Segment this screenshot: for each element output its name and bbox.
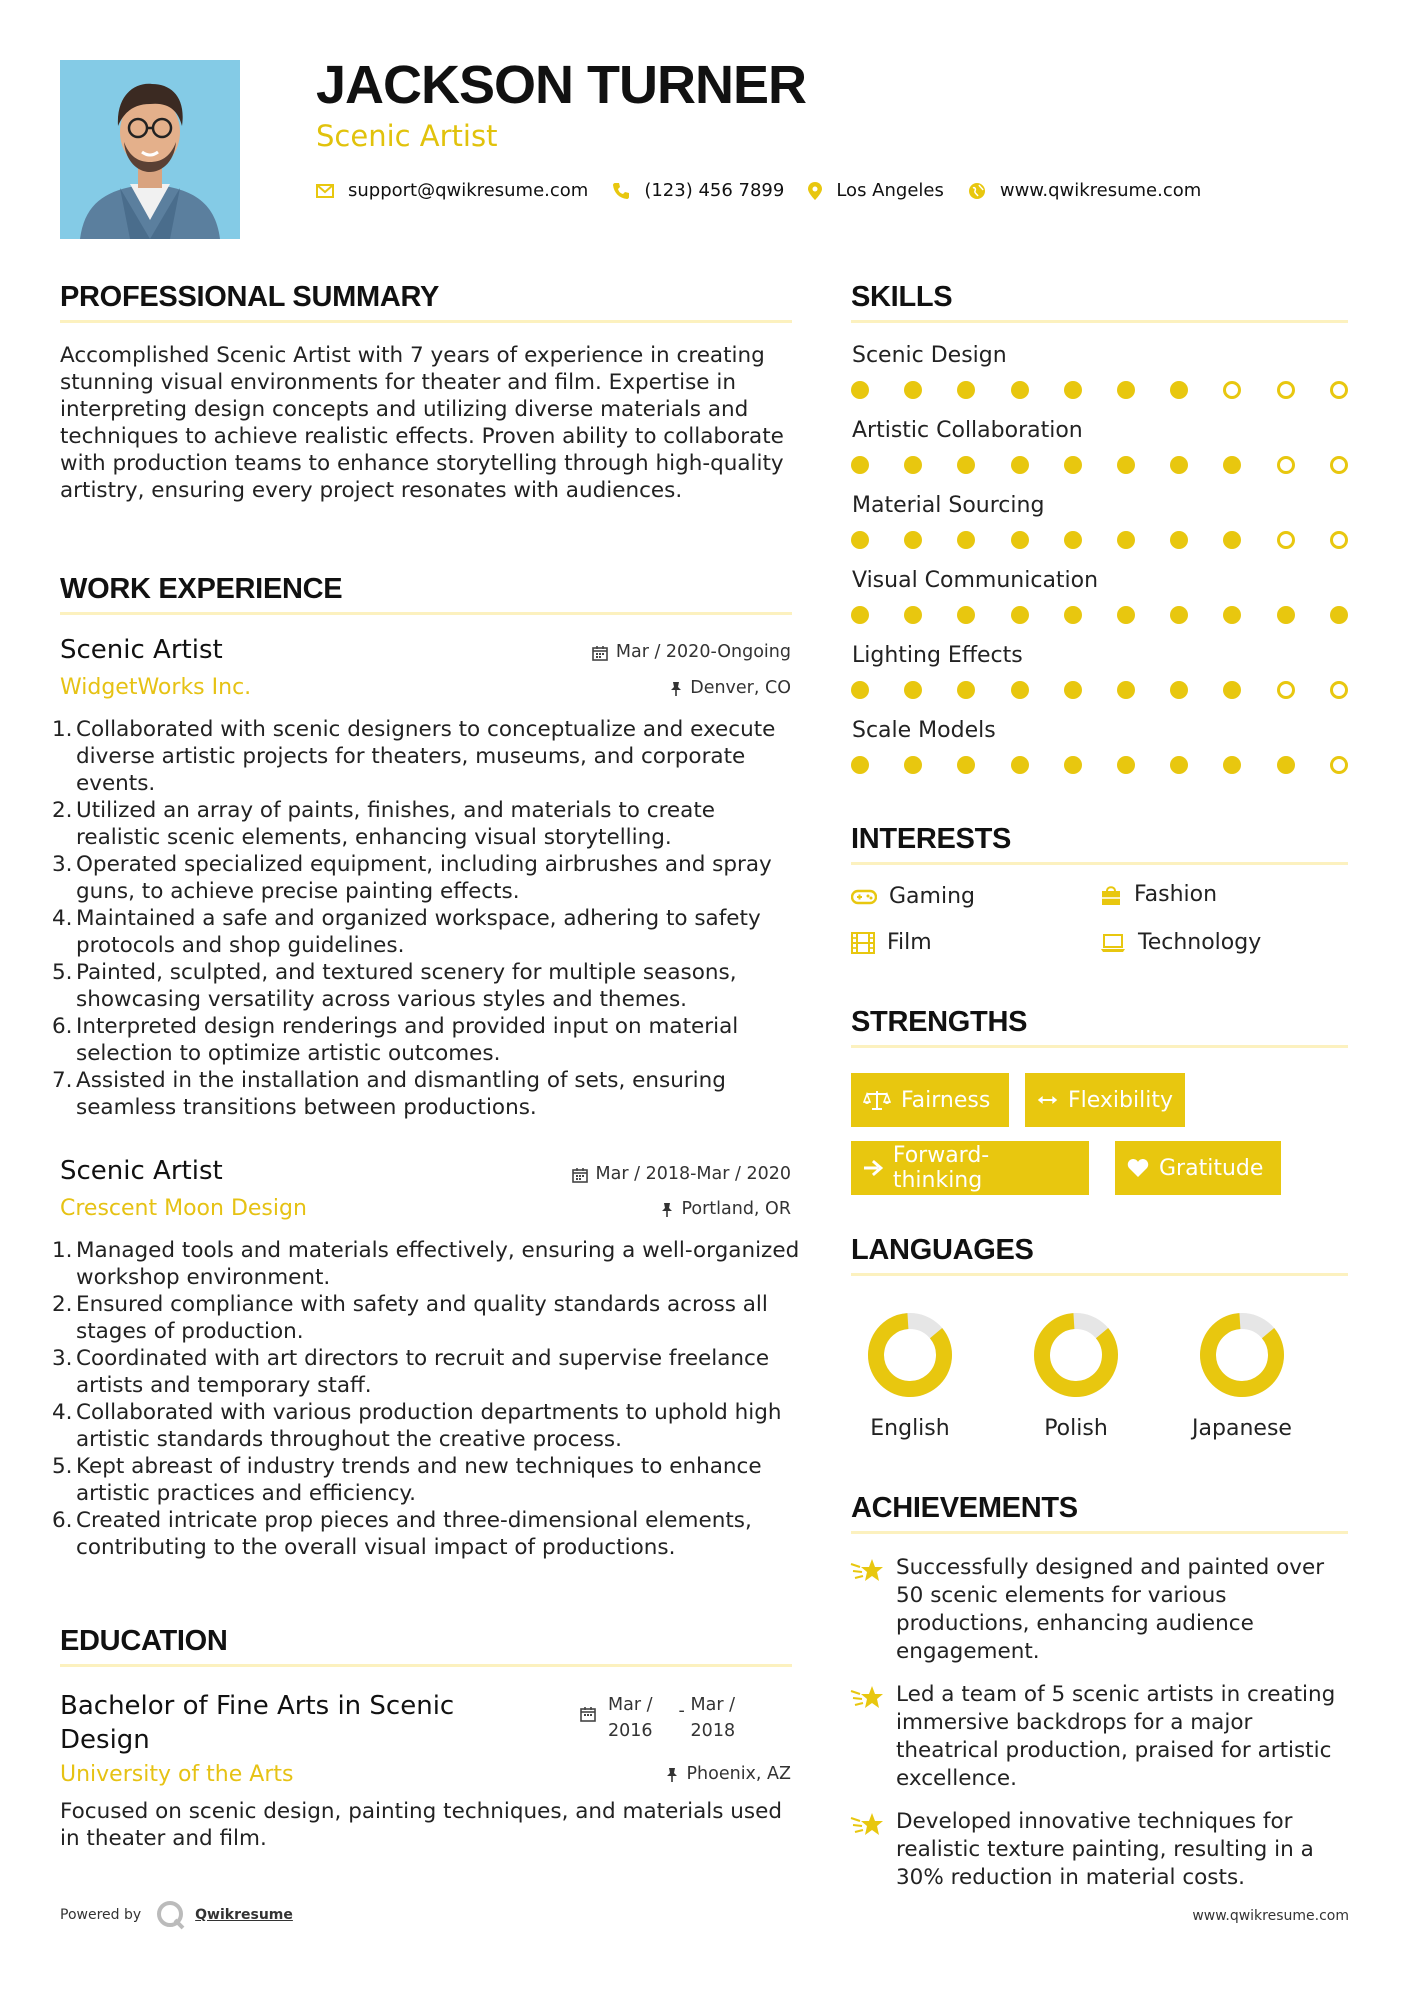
list-item: 2. Utilized an array of paints, finishes, and materials to create realistic scenic elements, enhancing visual storytelling. xyxy=(52,798,715,850)
skill-dot-filled xyxy=(1170,531,1188,549)
job-title: Scenic Artist xyxy=(60,1156,223,1186)
shooting-star-icon xyxy=(850,1683,884,1711)
skill-dot-filled xyxy=(957,456,975,474)
skill-dot-filled xyxy=(1064,531,1082,549)
end-year: 2018 xyxy=(690,1721,736,1741)
skill-dot-filled xyxy=(957,681,975,699)
list-item: 5. Painted, sculpted, and textured scenery for multiple seasons, showcasing versatility across various styles and themes. xyxy=(52,960,737,1012)
skill-dot-filled xyxy=(1223,681,1241,699)
skill-dot-filled xyxy=(1064,681,1082,699)
start-month: Mar / xyxy=(608,1695,653,1715)
skill-rating xyxy=(851,456,1351,476)
interests-heading: INTERESTS xyxy=(851,823,1012,855)
contact-phone[interactable] xyxy=(612,180,784,201)
skill-dot-filled xyxy=(1011,606,1029,624)
skill-dot-filled xyxy=(1117,456,1135,474)
skill-dot-filled xyxy=(851,381,869,399)
strength-badge-flexibility xyxy=(1025,1073,1185,1127)
interest-label: Fashion xyxy=(1134,882,1218,907)
language-label: Polish xyxy=(1044,1416,1108,1441)
skill-rating xyxy=(851,756,1351,776)
arrows-horizontal-icon xyxy=(1037,1093,1058,1107)
strength-label: Forward-thinking xyxy=(892,1143,990,1193)
skill-dot-empty xyxy=(1330,681,1348,699)
strength-label: Gratitude xyxy=(1159,1155,1264,1181)
skill-dot-empty xyxy=(1330,756,1348,774)
skill-dot-filled xyxy=(957,756,975,774)
skill-name: Material Sourcing xyxy=(852,493,1045,518)
list-item: 5. Kept abreast of industry trends and new techniques to enhance artistic practices and efficiency. xyxy=(52,1454,762,1506)
email-text: support@qwikresume.com xyxy=(348,180,589,201)
strength-badge-forward-thinking xyxy=(851,1141,1089,1195)
language-donut xyxy=(1187,1310,1297,1404)
achievements-rule xyxy=(851,1531,1348,1534)
job-duties-list xyxy=(52,716,800,1121)
end-month: Mar / xyxy=(690,1695,736,1715)
achievement-item xyxy=(850,1681,1360,1796)
footer-url[interactable]: www.qwikresume.com xyxy=(1192,1908,1349,1924)
strength-badge-fairness xyxy=(851,1073,1009,1127)
achievement-text: Successfully designed and painted over 50 scenic elements for various productions, enhancing audience engagement. xyxy=(896,1555,1325,1664)
list-item: 2. Ensured compliance with safety and quality standards across all stages of production. xyxy=(52,1292,768,1344)
job-location-text: Portland, OR xyxy=(681,1199,791,1219)
skill-rating xyxy=(851,681,1351,701)
company-name: Crescent Moon Design xyxy=(60,1196,307,1221)
job-dates-text: Mar / 2018-Mar / 2020 xyxy=(595,1164,791,1184)
education-location-text: Phoenix, AZ xyxy=(686,1764,791,1784)
skill-dot-filled xyxy=(1223,756,1241,774)
calendar-icon xyxy=(572,1167,588,1183)
experience-heading: WORK EXPERIENCE xyxy=(60,573,343,605)
skill-dot-filled xyxy=(1170,681,1188,699)
skill-rating xyxy=(851,606,1351,626)
strengths-rule xyxy=(851,1045,1348,1048)
skill-name: Lighting Effects xyxy=(852,643,1023,668)
education-heading: EDUCATION xyxy=(60,1625,228,1657)
skill-dot-filled xyxy=(904,756,922,774)
skill-name: Scale Models xyxy=(852,718,996,743)
skill-dot-filled xyxy=(1170,756,1188,774)
skill-dot-filled xyxy=(1011,681,1029,699)
skill-name: Artistic Collaboration xyxy=(852,418,1083,443)
job-location xyxy=(670,680,791,698)
skill-dot-filled xyxy=(904,606,922,624)
laptop-icon xyxy=(1100,933,1126,953)
job-dates xyxy=(572,1166,791,1184)
interest-label: Technology xyxy=(1138,930,1262,955)
skill-dot-filled xyxy=(1277,756,1295,774)
skill-dot-filled xyxy=(851,681,869,699)
list-item: 7. Assisted in the installation and dismantling of sets, ensuring seamless transitions between productions. xyxy=(52,1068,726,1120)
footer-powered-by xyxy=(60,1900,293,1930)
education-start xyxy=(608,1692,653,1744)
education-description: Focused on scenic design, painting techniques, and materials used in theater and film. xyxy=(60,1799,782,1851)
strength-label: Fairness xyxy=(901,1087,991,1113)
skill-dot-filled xyxy=(1117,756,1135,774)
skills-heading: SKILLS xyxy=(851,281,953,313)
skill-dot-filled xyxy=(851,456,869,474)
skill-dot-filled xyxy=(1277,606,1295,624)
skill-dot-filled xyxy=(851,756,869,774)
gamepad-icon xyxy=(851,889,877,905)
contact-website[interactable] xyxy=(968,180,1201,201)
job-location-text: Denver, CO xyxy=(690,678,791,698)
skill-dot-filled xyxy=(1117,381,1135,399)
achievements-heading: ACHIEVEMENTS xyxy=(851,1492,1078,1524)
skill-dot-filled xyxy=(1170,606,1188,624)
skill-dot-filled xyxy=(957,606,975,624)
qwikresume-logo-icon xyxy=(155,1900,187,1930)
skill-dot-filled xyxy=(1117,681,1135,699)
qwikresume-link[interactable]: Qwikresume xyxy=(195,1907,293,1923)
pushpin-icon xyxy=(661,1202,673,1218)
achievement-text: Led a team of 5 scenic artists in creating immersive backdrops for a major theatrical production, praised for artistic excellence. xyxy=(896,1682,1336,1791)
skill-dot-filled xyxy=(904,381,922,399)
skill-dot-empty xyxy=(1330,381,1348,399)
language-donut xyxy=(855,1310,965,1404)
skill-dot-filled xyxy=(1064,606,1082,624)
interest-technology xyxy=(1100,932,1261,954)
pushpin-icon xyxy=(666,1767,678,1783)
list-item: 4. Maintained a safe and organized workspace, adhering to safety protocols and shop guidelines. xyxy=(52,906,761,958)
degree-title: Bachelor of Fine Arts in Scenic Design xyxy=(60,1691,455,1755)
skill-dot-empty xyxy=(1277,456,1295,474)
skill-dot-empty xyxy=(1277,531,1295,549)
skill-dot-filled xyxy=(1223,456,1241,474)
achievement-item xyxy=(850,1554,1360,1669)
language-label: Japanese xyxy=(1192,1416,1292,1441)
skill-dot-empty xyxy=(1330,456,1348,474)
arrow-right-icon xyxy=(863,1159,883,1177)
list-item: 1. Managed tools and materials effectively, ensuring a well-organized workshop environment. xyxy=(52,1238,800,1290)
skill-dot-filled xyxy=(1223,606,1241,624)
language-label: English xyxy=(870,1416,950,1441)
skill-dot-empty xyxy=(1223,381,1241,399)
interest-fashion xyxy=(1100,884,1217,906)
job-location xyxy=(661,1201,791,1219)
job-dates-text: Mar / 2020-Ongoing xyxy=(615,642,791,662)
phone-icon xyxy=(612,182,630,200)
skill-dot-filled xyxy=(1223,531,1241,549)
strength-label: Flexibility xyxy=(1068,1087,1173,1113)
education-end: - Mar / 2018 xyxy=(691,1692,736,1744)
skill-dot-filled xyxy=(957,531,975,549)
interest-label: Film xyxy=(887,930,932,955)
contact-email[interactable] xyxy=(316,180,588,201)
job-title: Scenic Artist xyxy=(60,635,223,665)
strengths-heading: STRENGTHS xyxy=(851,1006,1028,1038)
interest-film xyxy=(851,932,932,954)
skill-dot-filled xyxy=(904,681,922,699)
start-year: 2016 xyxy=(608,1721,653,1741)
education-rule xyxy=(60,1664,792,1667)
skill-dot-filled xyxy=(1064,756,1082,774)
skill-dot-empty xyxy=(1277,681,1295,699)
film-icon xyxy=(851,932,875,954)
calendar-icon xyxy=(592,645,608,661)
list-item: 3. Operated specialized equipment, including airbrushes and spray guns, to achieve precise painting effects. xyxy=(52,852,772,904)
interests-rule xyxy=(851,862,1348,865)
skill-rating xyxy=(851,531,1351,551)
contact-bar xyxy=(316,180,1225,201)
skill-dot-filled xyxy=(1064,456,1082,474)
company-name: WidgetWorks Inc. xyxy=(60,675,252,700)
skill-dot-filled xyxy=(904,456,922,474)
skill-dot-filled xyxy=(1330,606,1348,624)
pushpin-icon xyxy=(670,681,682,697)
strength-badge-gratitude xyxy=(1115,1141,1281,1195)
language-donut xyxy=(1021,1310,1131,1404)
skill-dot-filled xyxy=(1011,531,1029,549)
phone-text: (123) 456 7899 xyxy=(644,180,785,201)
job-dates xyxy=(592,644,791,662)
profile-photo xyxy=(60,60,240,239)
experience-rule xyxy=(60,612,792,615)
website-text: www.qwikresume.com xyxy=(999,180,1202,201)
powered-by-text: Powered by xyxy=(60,1907,142,1923)
shooting-star-icon xyxy=(850,1556,884,1584)
skill-dot-filled xyxy=(1117,606,1135,624)
education-location xyxy=(666,1766,791,1784)
skills-rule xyxy=(851,320,1348,323)
education-dates xyxy=(580,1692,735,1744)
interest-label: Gaming xyxy=(889,884,975,909)
languages-heading: LANGUAGES xyxy=(851,1234,1034,1266)
interest-gaming xyxy=(851,886,975,908)
skill-dot-filled xyxy=(904,531,922,549)
skill-dot-empty xyxy=(1277,381,1295,399)
achievement-text: Developed innovative techniques for realistic texture painting, resulting in a 30% reduction in material costs. xyxy=(896,1809,1314,1890)
summary-rule xyxy=(60,320,792,323)
skill-dot-filled xyxy=(1170,381,1188,399)
skill-dot-filled xyxy=(1170,456,1188,474)
school-name: University of the Arts xyxy=(60,1762,294,1787)
summary-text: Accomplished Scenic Artist with 7 years of experience in creating stunning visual environments for theater and film. Expertise in interpreting design concepts and utilizing diverse materials and techniques to achieve realistic effects. Proven ability to collaborate with production teams to enhance storytelling through high-quality artistry, ensuring every project resonates with audiences. xyxy=(60,343,784,503)
envelope-icon xyxy=(316,184,334,198)
shooting-star-icon xyxy=(850,1810,884,1838)
skill-dot-filled xyxy=(851,606,869,624)
candidate-role: Scenic Artist xyxy=(316,119,498,153)
list-item: 6. Created intricate prop pieces and three-dimensional elements, contributing to the overall visual impact of productions. xyxy=(52,1508,752,1560)
skill-dot-filled xyxy=(851,531,869,549)
map-pin-icon xyxy=(808,182,822,200)
languages-rule xyxy=(851,1273,1348,1276)
shopping-bag-icon xyxy=(1100,884,1122,906)
skill-dot-filled xyxy=(1011,756,1029,774)
summary-heading: PROFESSIONAL SUMMARY xyxy=(60,281,440,313)
skill-dot-filled xyxy=(957,381,975,399)
calendar-icon xyxy=(580,1706,596,1722)
list-item: 6. Interpreted design renderings and provided input on material selection to optimize artistic outcomes. xyxy=(52,1014,739,1066)
list-item: 3. Coordinated with art directors to recruit and supervise freelance artists and temporary staff. xyxy=(52,1346,770,1398)
list-item: 1. Collaborated with scenic designers to conceptualize and execute diverse artistic projects for theaters, museums, and corporate events. xyxy=(52,717,776,796)
skill-dot-filled xyxy=(1117,531,1135,549)
globe-icon xyxy=(968,182,986,200)
skill-dot-empty xyxy=(1330,531,1348,549)
candidate-name: JACKSON TURNER xyxy=(316,55,807,115)
skill-rating xyxy=(851,381,1351,401)
heart-icon xyxy=(1127,1158,1149,1178)
skill-dot-filled xyxy=(1011,381,1029,399)
job-duties-list xyxy=(52,1237,800,1561)
achievement-item xyxy=(850,1808,1360,1898)
contact-location xyxy=(808,180,944,201)
list-item: 4. Collaborated with various production departments to uphold high artistic standards throughout the creative process. xyxy=(52,1400,782,1452)
skill-name: Scenic Design xyxy=(852,343,1007,368)
skill-dot-filled xyxy=(1011,456,1029,474)
location-text: Los Angeles xyxy=(836,180,944,201)
balance-scale-icon xyxy=(863,1089,891,1111)
skill-name: Visual Communication xyxy=(852,568,1099,593)
skill-dot-filled xyxy=(1064,381,1082,399)
